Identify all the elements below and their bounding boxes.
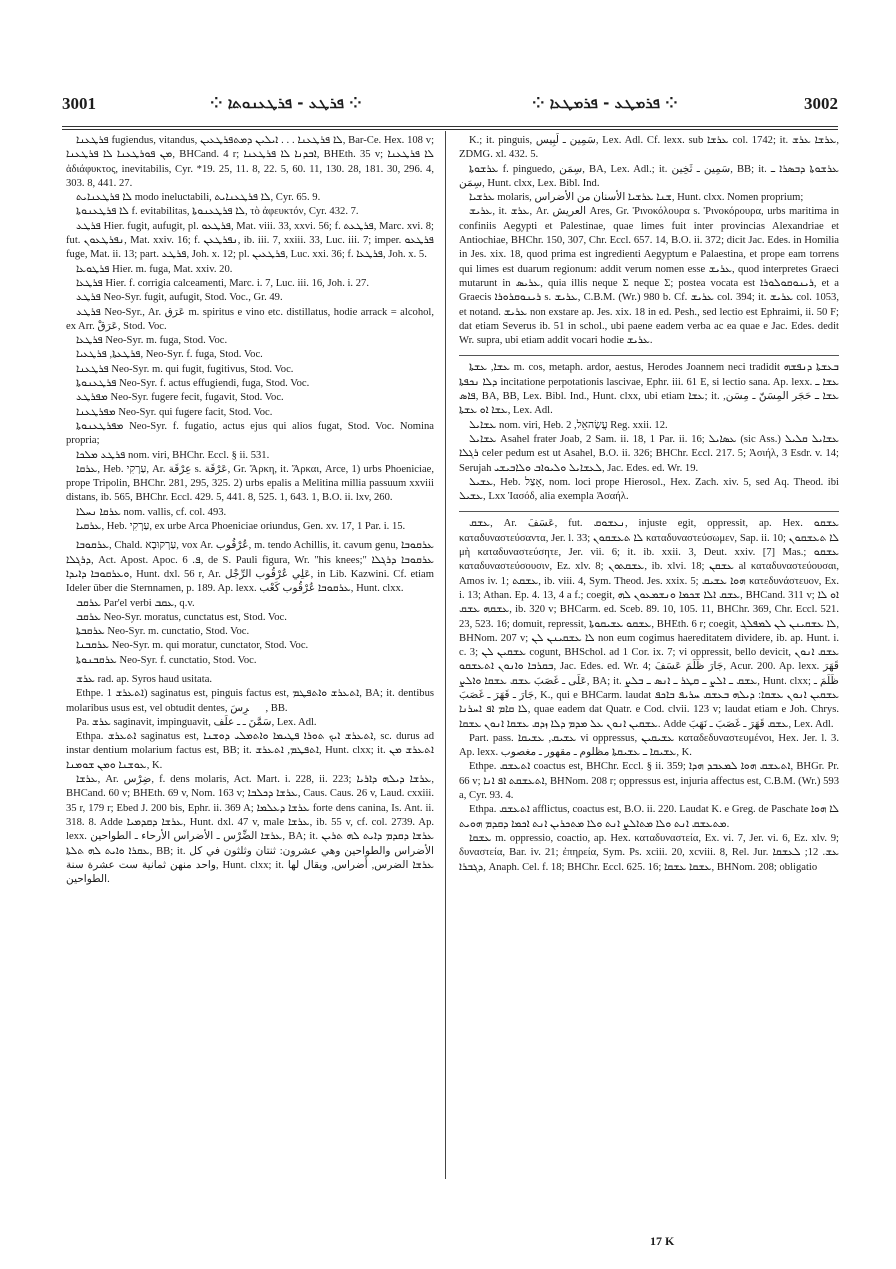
dictionary-entry: ܦܪܛܥܐ Hier. f. corrigia calceamenti, Marc. i. 7, Luc. iii. 16, Joh. i. 27.: [76, 277, 369, 289]
dictionary-entry: ܦܪܛܥܢܐ Neo-Syr. m. qui fugit, fugitivus, Stod. Voc.: [76, 363, 294, 375]
dictionary-entry: ܥܫܝܠ, Heb. אָצַל, nom. loci prope Hierosol., Hex. Zach. xiv. 5, sed Aq. Theod. ibi ܥܫܝܠ, Lxx Ἰασόδ, alia exempla Ἀσαήλ.: [459, 476, 839, 503]
dictionary-entry: Pa. ܥܪܫ saginavit, impinguavit, سَمَّنَ ـ ـ علَف, Lex. Adl.: [76, 716, 317, 728]
dictionary-entry: ܥܪܩܘܒܐ, Chald. עַרְקוּבָא, vox Ar. عُرْقُوب, m. tendo Achillis, it. cavum genu, ܥܪܩܘܒܐ ܕܪܓܠܐ, Act. Apost. Apoc. ܦ. 6, de S. Pauli figura, Wr. "his knees;" ܥܪܩܘܒܐ ܕܪܓܠܐ ܘܥܪܩܘܒܐ ܕܐܝܕܐ, Hunt. dxl. 56 r, Ar. عَلِي عُرْقُوب الرِّجْل, in Lib. Kazwini. Cf. etiam Ideler über die Sternnamen, p. 189. Ap. lexx. ܥܪܩܘܒܐ عُرْقُوب كَعْب, Hunt. clxx.: [66, 540, 434, 595]
running-headword-right: ⁘ ܦܪܡܛܥ - ܦܪܡܛܥܐ ⁘: [532, 94, 678, 112]
dictionary-entry: ܥܪܩܐ, Heb. עַרְקִי, Ar. عِرْقَة s. عَرْقَة, Gr. Ἄρκη, it. Ἄρκαι, Arce, 1) urbs Phoeniciae, prope Tripolin, BHChr. 281, 295, 325. 2) urbs epalis a Melitina millia passuum xxviii distans, ib. 565, BHChr. Eccl. 429. 5, 441. 8, 525. 1, 643. 1, B.O. ii. lxv, 260.: [66, 463, 434, 504]
section-rule: [459, 355, 839, 356]
dictionary-entry: Ethpa. ܐܬܥܫܩ afflictus, coactus est, B.O. ii. 220. Laudat K. e Greg. de Paschate ܠܐ ܗܘܐ ܡܬܥܫܩ ܐܢܬ ܘܠܐ ܡܬܐܠܨ ܐܢܬ ܘܠܐ ܡܬܟܪܝܢ ܐܢܬ ܐܟܡܐ ܕܩܕܡ ܗܘܝܬ.: [459, 804, 839, 830]
page-number-right: 3002: [804, 94, 838, 113]
dictionary-entry: ܦܪܛܥܢܘܬܐ Neo-Syr. f. actus effugiendi, fuga, Stod. Voc.: [76, 378, 310, 390]
dictionary-entry: Ethpa. ܐܬܥܪܫ saginatus est, ܐܬܥܪܫ ܐܝܟ ܬܘܪܐ ܦܛܝܡܐ ܘܐܬܡܠܝ ܕܘܫܢܐ, sc. durus ad instar dentium molarium factus est, BB; it. ܐܬܦܛܡ, ܐܬܥܪܫ, Hunt. clxx; it. ܐܬܥܪܫ ܡܢ ܥܘܫܢܐ ܘܡܢ ܫܘܡܢܐ, K.: [66, 731, 435, 771]
left-column: [66, 134, 434, 887]
dictionary-entry: ܥܪܫ rad. ap. Syros haud usitata.: [76, 673, 213, 685]
dictionary-entry: ܥܪܫܝܐ molaris, ܫܢܐ ܥܪܫܝܐ الأسنان من الأضراس, Hunt. clxx. Nomen proprium;: [469, 192, 804, 204]
dictionary-entry: ܥܪܩܐ ܢܚܠܐ nom. vallis, cf. col. 493.: [76, 506, 227, 518]
section-rule: [459, 511, 839, 512]
dictionary-entry: ܦܪܛܥܬܐ, ܦܪܛܥܝܐ, Neo-Syr. f. fuga, Stod. Voc.: [76, 349, 263, 361]
page-number-left: 3001: [62, 94, 96, 113]
dictionary-entry: ܦܪܛܥ Neo-Syr. fugit, aufugit, Stod. Voc., Gr. 49.: [76, 292, 283, 304]
dictionary-entry: Ethpe. ܐܬܥܪܫ 1) saginatus est, pinguis factus est, ܐܬܥܪܫ ܘܐܬܦܛܡ, BA; it. dentibus molaribus usus est, vel obtudit dentes, ܩُرِسَ, BB.: [66, 688, 434, 714]
dictionary-entry: ܥܪܝܫ, it. ܥܪܫ, Ar. العريش Ares, Gr. Ῥινοκόλουρα s. Ῥινοκόρουρα, urbs maritima in confiniis Aegypti et Palestinae, quae limes fuit inter provincias Alexandriae et Antiochiae, BHChr. 150, 307, Chr. Eccl. 657. 14, B.O. ii. 372; dicit Jac. Edes. in Homilia in Jes. xix. 18, quod prima est ingredienti Aegyptum e Palaestina, et prope eam torrens qui limes est duarum regionum: addit verum nomen esse ܥܪܝܫ, quod interpretes Graeci mutarunt in ܥܪܝܣ, quia illis neque Σ neque Σ; postea vocata est ܪܝܢܘܩܘܠܘܪܐ, et a Graecis ܪܝܢܘܩܪܘܪܐ s. ܥܪܝܫ, C.B.M. (Wr.) 980 b. Cf. ܥܪܝܫ col. 394; it. ܥܪܝܫ col. 1053, et notand. ܥܪܝܫ non exstare ap. Jes. xix. 18 in ed. Pesh., sed lectio est Ephraimi, ii. 50 F; dat etiam Severus ib. 51 in schol., ubi paene eadem verba ac ea quae e Jac. Edes. dedit Wr. supra, ubi etiam addit vocari hodie ܥܪܝܫ.: [459, 206, 840, 347]
dictionary-entry: ܠܐ ܦܪܛܥܢܐܝܬ modo ineluctabili, ܠܐ ܦܪܛܥܢܐܝܬ, Cyr. 65. 9.: [76, 192, 321, 204]
dictionary-entry: ܡܦܪܛܥ Neo-Syr. fugere fecit, fugavit, Stod. Voc.: [76, 392, 284, 404]
dictionary-entry: ܥܫܐܝܠ Asahel frater Joab, 2 Sam. ii. 18, 1 Par. ii. 16; ܥܣܐܝܠ (sic Ass.) ܥܫܐܝܠ ܩܠܝܠ ܪܓܠܐ celer pedum est ut Asahel, B.O. ii. 326; BHChr. Eccl. 217. 5; Ἀσιήλ, 3 Esdr. v. 14; Serujah ܠܥܫܐܝܠ ܘܠܝܘܐܒ ܘܠܐܒܝܫܝ, Jac. Edes. ed. Wr. 19.: [459, 433, 840, 474]
header-rule-double: [62, 129, 838, 130]
dictionary-entry: ܥܫܐ, ܥܫܬܐ m. cos, metaph. ardor, aestus, Herodes Joannem neci tradidit ܒܥܫܬܐ ܕܢܦܫܗ ܕܠܐ ܢܟܦܬܐ incitatione perpotationis lascivae, Ephr. iii. 61 E, si lectio sana. Ap. lexx. ܥܫܐ ـ ܦܐܣ, BA, BB, Lex. Bibl. Ind., Hunt. clxx, ubi etiam ܥܫܐ; it. ܥܫܐ ـ حَجَر المِسَنّ ـ مِسَن, ܥܫܐ ܐܘ ܥܫܬܐ, Lex. Adl.: [459, 362, 839, 417]
dictionary-entry: ܥܪܩܒ Neo-Syr. moratus, cunctatus est, Stod. Voc.: [76, 611, 287, 623]
dictionary-entry: Ethpe. ܐܬܥܫܩ coactus est, BHChr. Eccl. § ii. 359; ܐܬܥܫܩ ܗܘܐ ܠܡܥܒܕ ܗܕܐ, BHGr. Pr. 66 v; ܐܬܥܫܩܬ ܐܦ ܐܢܐ, BHNom. 208 r; oppressus est, injuria affectus est, C.B.M. (Wr.) 593 a, Cyr. 93. 4.: [459, 761, 839, 802]
dictionary-entry: ܥܪܩܝܐ, Heb. עַרְקִי, ex urbe Arca Phoeniciae oriundus, Gen. xv. 17, 1 Par. i. 15.: [76, 521, 406, 533]
dictionary-entry: ܥܫܩܐ m. oppressio, coactio, ap. Hex. καταδυναστεία, Ex. vi. 7, Jer. vi. 6, Ez. xlv. 9; δυναστεία, Bar. iv. 21; ἐπηρεία, Sym. Ps. xciii. 20, xcviii. 8, Rel. Jur. ܥܫ. 12; ܠܥܫܩܐ ܕܓܒܪܐ, Anaph. Cel. f. 18; BHChr. Eccl. 625. 16; ܥܫܩܐ ܥܫܩܐ, BHNom. 208; obligatio: [459, 832, 839, 873]
running-header: [62, 94, 838, 122]
dictionary-entry: ܦܪܛܥܢܐ fugiendus, vitandus, ܠܐ ܦܪܛܥܢܐ . . . ܐܝܠܝܢ ܕܡܬܦܪܛܥܝܢ, Bar-Ce. Hex. 108 v; ܡܢ ܦܘܪܛܥܢܐ ܠܐ ܦܪܛܥܢܐ, BHCand. 4 r; ܐܒܕܢܐ ܠܐ ܦܪܛܥܢܐ, BHEth. 35 v; ܠܐ ܦܪܛܥܢܐ ἀδιάφυκτος, inevitabilis, Cyr. *19. 25, 11. 8, 22. 5, 60. 11, 130. 28, 181. 30, 296. 4, 303. 8, 441. 27.: [66, 135, 435, 189]
dictionary-entry: ܠܐ ܦܪܛܥܢܘܬܐ f. evitabilitas, ܠܐ ܦܪܛܥܢܘܬܐ, τὸ ἀφευκτόν, Cyr. 432. 7.: [76, 206, 359, 218]
dictionary-entry: ܦܪܛܥ Neo-Syr., Ar. عَرَق m. spiritus e vino etc. distillatus, hodie arrack = alcohol, ex Arr. عَرَقْ, Stod. Voc.: [66, 306, 434, 332]
running-headword-left: ⁘ ܦܪܛܥ - ܦܪܛܥܢܘܬܐ ⁘: [210, 94, 362, 112]
dictionary-entry: ܦܪܛܥ ܡܠܟܐ nom. viri, BHChr. Eccl. § ii. 531.: [76, 449, 270, 461]
dictionary-entry: ܡܦܪܛܥܢܐ Neo-Syr. qui fugere facit, Stod. Voc.: [76, 406, 273, 418]
dictionary-entry: ܦܪܛܘܥܐ Hier. m. fuga, Mat. xxiv. 20.: [76, 263, 233, 275]
dictionary-entry: ܥܪܫܘܬܐ f. pinguedo, سِمَن, BA, Lex. Adl.; it. سَمِين ـ ثَخِين, BB; it. ܥܪܫܘܬܐ ܕܒܣܪܐ ـ سِمَن, Hunt. clxx, Lex. Bibl. Ind.: [459, 163, 839, 189]
right-column: [459, 134, 839, 875]
dictionary-entry: ܥܫܩ, Ar. عَسَفَ, fut. ܢܥܫܘܩ, injuste egit, oppressit, ap. Hex. ܥܫܩܘ καταδυναστεύσαντα, Jer. l. 33; ܠܐ ܬܥܫܩܘܢ καταδυναστεύσωμεν, Sap. ii. 10; ܠܐ ܬܥܫܩܘܢ μὴ καταδυναστεύσητε, Jer. vii. 6; it. ib. xxii. 3, Deut. xxiv. [7] Mas.; ܥܫܩܘ καταδυναστεύσουσιν, Ez. xlv. 8; ܥܫܩܬܘܢ, ib. xlvi. 18; ܥܫܩܢ al καταδυναστεύουσαι, Amos iv. 1; ܥܫܩܬ, ib. viii. 4, Sym. Theod. Jes. xxix. 5; ܗܘܐ ܥܫܝܩ κατεδυνάστευον, Ex. i. 13; Athan. Ep. 4. 13, 4 a f.; coegit, ܥܫܩ ܐܠܐ ܫܟܡܐ ܘܢܫܡܥܘܢ ܠܗ, BHCand. 311 v; ܐܘ ܠܐ ܥܫܩܗ ܥܫܩ, ib. 320 v; BHCarm. ed. Sceb. 89. 10, 105. 11, BHChr. 369, Chr. Eccl. 521. 23, 523. 16; domuit, repressit, ܥܫܩܘ ܥܫܝܩܘܬܐ, BHEth. 6 r; coegit, ܠܐ ܥܫܩܝܢܢ ܠܢ ܠܡܦܠܓ, BHNom. 207 v; ܠܐ ܥܫܩܝܢܢ ܠܢ non eum cogimus haereditatem dividere, ib. ap. Hunt. i. c. 3; ܥܫܩܝܢ ܠܢ cogunt, BHSchol. ad 1 Cor. ix. 7; vi oppressit, bello devicit, ܥܫܩ ܐܢܘܢ ܒܩܪܒܐ ܘܐܢܘܢ ܐܬܥܫܩܘ, Jac. Edes. ed. Wr. 4; جَارَ ظَلَمَ عَسَفَ, Acur. 200. Ap. lexx. قَهَرَ عَلَى ـ غَصَبَ ܥܫܩ ܥܫܩܐ ܘܐܠܨ, BA; it. ܥܫܩ ـ ܐܠܨ ـ ܩܛܪ ـ ܐܢܣ ـ ܒܠܨ, Hunt. clxx; ظَلَمَ ـ جَارَ ـ قَهَرَ ـ غَصَبَ, K., qui e BHCarm. laudat ܥܫܩܝܢ ܐܢܘܢ ܥܫܩܐ: ܕܝܠܗ ܒܥܫܩ ܚܪܝܦ ܒܐܟܦ ܠܐ ܩܐܡ ܐܦ ܐܚܪܢܐ, quae eadem dat Quatr. e Cod. clvii. 123 v; laudat etiam e Joh. Chrys. ܥܫܩܝܢ ܐܢܘܢ ܥܠ ܡܕܡ ܕܠܐ ܙܕܩ ܥܫܩܐ ܐܢܘܢ ܥܫܩܐ. Adde ܥܫܩ قَهَرَ ـ غَصَبَ ـ نَهَبَ, Lex. Adl.: [459, 518, 840, 730]
dictionary-entry: ܥܫܐܝܠ nom. viri, Heb. עֲשָׂהאֵל, 2 Reg. xxii. 12.: [469, 419, 668, 431]
dictionary-entry: K.; it. pinguis, سَمِين ـ لَبِيس, Lex. Adl. Cf. lexx. sub ܥܪܫܐ col. 1742; it. ܥܪܫܐ ܥܪܫ, ZDMG. xl. 432. 5.: [459, 135, 839, 161]
dictionary-entry: ܦܪܛܥܐ Neo-Syr. m. fuga, Stod. Voc.: [76, 335, 228, 347]
dictionary-entry: ܥܪܩܒ Par'el verbi ܥܩܒ, q.v.: [76, 597, 195, 609]
dictionary-entry: ܡܦܪܛܥܢܘܬܐ Neo-Syr. f. fugatio, actus ejus qui alios fugat, Stod. Voc. Nomina propria;: [66, 420, 434, 447]
header-rule: [62, 126, 838, 127]
dictionary-entry: ܦܪܛܥ Hier. fugit, aufugit, pl. ܦܪܛܥܘ, Mat. viii. 33, xxvi. 56; f. ܦܪܛܥܬ, Marc. xvi. 8; fut. ܢܦܪܛܥܘܢ, Mat. xxiv. 16; f. ܢܦܪܛܥܢ, ib. iii. 7, xxiii. 33, Luc. iii. 7; imper. ܦܪܛܥܘ fuge, Mat. ii. 13; part. ܦܪܛܥ, Joh. x. 12; pl. ܦܪܛܥܝܢ, Luc. xxi. 36; f. ܦܪܛܥܐ, Joh. x. 5.: [66, 220, 434, 261]
column-divider: [445, 131, 446, 1179]
dictionary-entry: ܥܪܩܒܬܐ Neo-Syr. m. cunctatio, Stod. Voc.: [76, 626, 250, 638]
dictionary-entry: ܥܪܫܐ, Ar. ضِرْس, f. dens molaris, Act. Mart. i. 228, ii. 223; ܥܪܫܐ ܕܝܠܗ ܕܐܪܝܐ, BHCand. 60 v; BHEth. 69 v, Nom. 163 v; ܥܪܫܐ ܕܟܠܒܐ, Caus. Caus. 26 v, Laud. cxxiii. 35 r, 179 r; Ebed J. 200 bis, Ephr. ii. 369 A; ܥܪܫܐ ܕܥܠܡܐ forte dens canina, Is. Ant. ii. 318. 8. Adde ܥܪܫܐ ܕܩܕܡܝܐ, Hunt. dxl. 47 v, male ܥܪܫܐ, ib. 55 v, cf. col. 2739. Ap. lexx. ܥܪܫܐ الضِّرْس ـ الأضراس الأرحاء ـ الطواحين, BA; it. ܥܪܫܐ ܕܩܕܡ ܕܐܝܬ ܠܗ ܬܪܝܢ ܥܩܪܐ ܘܐܝܬ ܠܗ ܬܠܬܐ, BB; it. الأضراس والطواحين وهي عشرون: ثنتان وثلثون في كل واحد منهن ثمانية ست عشرة سنة, Hunt. clxx; it. ܥܪܫܐ الضرس, أضراس, ويقال لها الطواحين.: [66, 774, 435, 886]
dictionary-entry: ܥܪܩܒܢܐ Neo-Syr. m. qui moratur, cunctator, Stod. Voc.: [76, 640, 309, 652]
signature-mark: 17 K: [650, 1234, 675, 1248]
dictionary-entry: Part. pass. ܥܫܝܩ, ܥܫܝܩܐ vi oppressus, ܥܫܝܩܝܢ καταδεδυναστευμένοι, Hex. Jer. l. 3. Ap. lexx. ܥܫܝܩܐ ـ ܥܫܝܩܬܐ مظلوم ـ مقهور ـ مغصوب, K.: [459, 732, 839, 759]
dictionary-entry: ܥܪܩܒܢܘܬܐ Neo-Syr. f. cunctatio, Stod. Voc.: [76, 654, 257, 666]
